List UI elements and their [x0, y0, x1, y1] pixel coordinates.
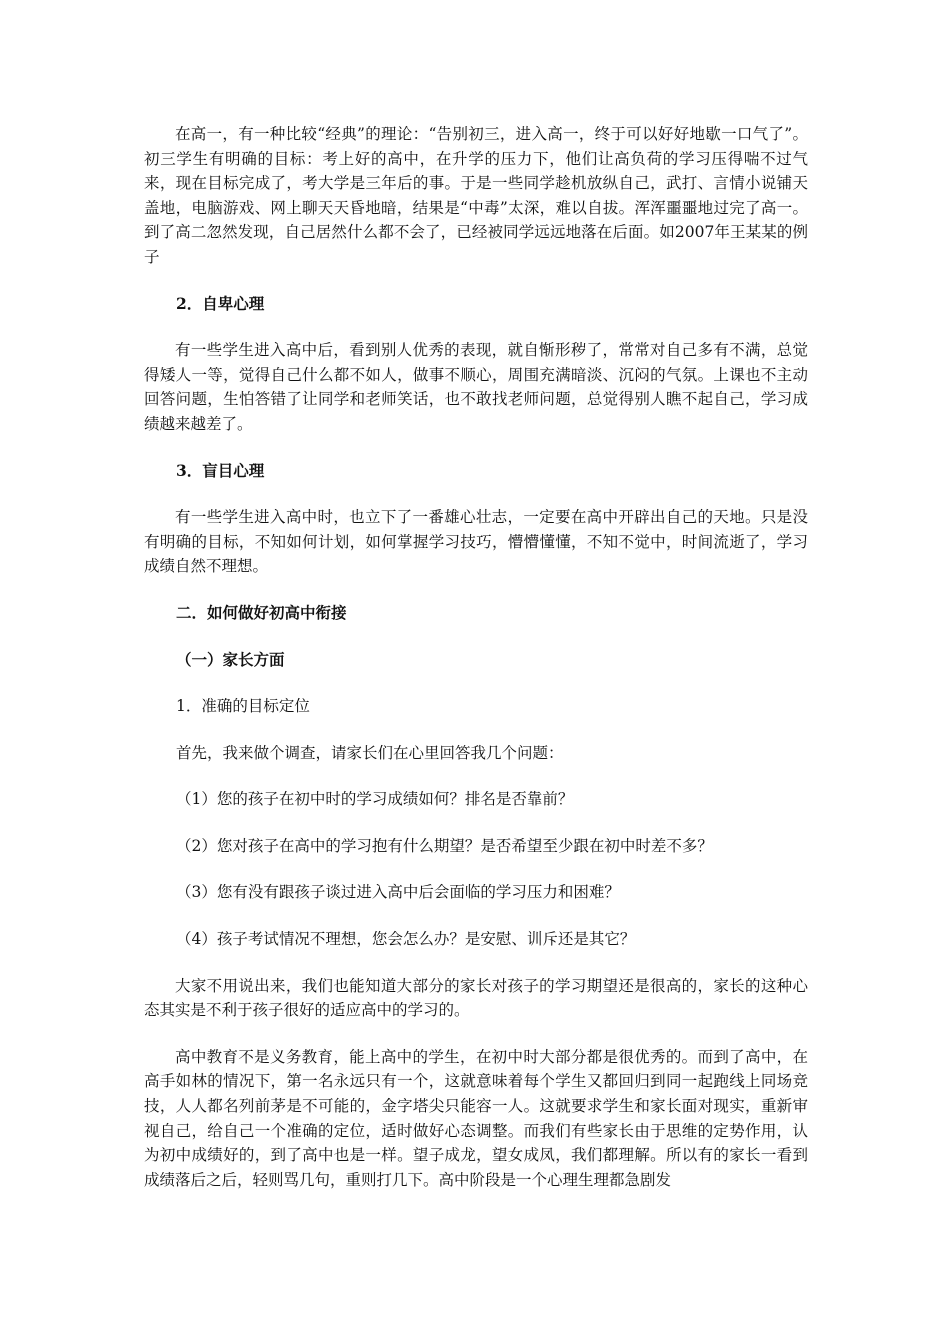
survey-question-3: （3）您有没有跟孩子谈过进入高中后会面临的学习压力和困难？: [176, 883, 620, 902]
heading-section-2: 二．如何做好初高中衔接: [176, 602, 347, 622]
document-body: [144, 122, 808, 1192]
heading-parents: （一）家长方面: [176, 649, 285, 669]
heading-inferiority: 2．自卑心理: [176, 293, 265, 313]
heading-blind-mentality: 3．盲目心理: [176, 460, 265, 480]
paragraph-inferiority: 有一些学生进入高中后，看到别人优秀的表现，就自惭形秽了，常常对自己多有不满，总觉得矮人一等，觉得自己什么都不如人，做事不顺心，周围充满暗淡、沉闷的气氛。上课也不主动回答问题，生怕答错了让同学和老师笑话，也不敢找老师问题，总觉得别人瞧不起自己，学习成绩越来越差了。: [144, 341, 808, 433]
item-goal-positioning: 1．准确的目标定位: [176, 697, 310, 716]
paragraph-parent-expectations: 大家不用说出来，我们也能知道大部分的家长对孩子的学习期望还是很高的，家长的这种心态其实是不利于孩子很好的适应高中的学习的。: [144, 976, 808, 1020]
survey-question-2: （2）您对孩子在高中的学习抱有什么期望？是否希望至少跟在初中时差不多？: [176, 836, 713, 855]
paragraph-high-school-education: 高中教育不是义务教育，能上高中的学生，在初中时大部分都是很优秀的。而到了高中，在高手如林的情况下，第一名永远只有一个，这就意味着每个学生又都回归到同一起跑线上同场竞技，人人都名列前茅是不可能的，金字塔尖只能容一人。这就要求学生和家长面对现实，重新审视自己，给自己一个准确的定位，适时做好心态调整。而我们有些家长由于思维的定势作用，认为初中成绩好的，到了高中也是一样。望子成龙，望女成凤，我们都理解。所以有的家长一看到成绩落后之后，轻则骂几句，重则打几下。高中阶段是一个心理生理都急剧发: [144, 1047, 808, 1189]
survey-question-4: （4）孩子考试情况不理想，您会怎么办？是安慰、训斥还是其它？: [176, 930, 636, 949]
survey-question-1: （1）您的孩子在初中时的学习成绩如何？排名是否靠前？: [176, 790, 574, 809]
paragraph-blind-mentality: 有一些学生进入高中时，也立下了一番雄心壮志，一定要在高中开辟出自己的天地。只是没有明确的目标，不知如何计划，如何掌握学习技巧，懵懵懂懂，不知不觉中，时间流逝了，学习成绩自然不理想。: [144, 508, 808, 576]
paragraph-gaoyi-theory: 在高一，有一种比较“经典”的理论：“告别初三，进入高一，终于可以好好地歇一口气了”。初三学生有明确的目标：考上好的高中，在升学的压力下，他们让高负荷的学习压得喘不过气来，现在目标完成了，考大学是三年后的事。于是一些同学趁机放纵自己，武打、言情小说铺天盖地，电脑游戏、网上聊天天昏地暗，结果是“中毒”太深，难以自拔。浑浑噩噩地过完了高一。到了高二忽然发现，自己居然什么都不会了，已经被同学远远地落在后面。如2007年王某某的例子: [144, 125, 808, 266]
survey-intro: 首先，我来做个调查，请家长们在心里回答我几个问题：: [176, 743, 564, 762]
